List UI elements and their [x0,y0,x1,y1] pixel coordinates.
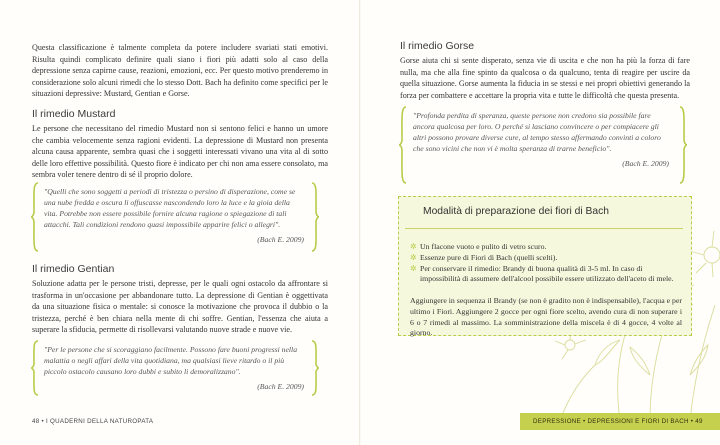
quote-brace-right [310,182,320,252]
box-divider [405,228,683,229]
bullet-star-icon: ✲ [410,252,417,262]
list-item-text: Per conservare il rimedio: Brandy di buona qualità di 3-5 ml. In caso di impossibilità di assumere dell'alcool possibile essere utilizzato dell'aceto di mele. [420,263,674,284]
quote-brace-left [30,182,40,252]
list-item [410,264,682,286]
mustard-quote-text: "Quelli che sono soggetti a periodi di tristezza o persino di disperazione, come se una nube fredda e oscura li offuscasse nascondendo loro la luce e la gioia della vita. Potrebbe non essere possibile fornire alcuna ragione o spiegazione di tali attacchi. Tali condizioni rendono quasi impossibile apparire felici o allegri". [44,187,296,229]
right-footer: DEPRESSIONE • DEPRESSIONI E FIORI DI BACH • 49 [533,418,703,425]
quote-brace-left [398,106,408,184]
quote-brace-right [678,106,688,184]
gorse-quote [413,110,669,169]
box-paragraph: Aggiungere in sequenza il Brandy (se non è gradito non è indispensabile), l'acqua e per ultimo i Fiori. Aggiungere 2 gocce per ogni fiore scelto, avendo cura di non superare i 6 o 7 rimedi al massimo. La somministrazione della miscela è di 4 gocce, 4 volte al giorno. [410,296,682,338]
intro-paragraph: Questa classificazione è talmente completa da potere includere svariati stati emotivi. Risulta quindi complicato definire quali siano i fiori più adatti solo al caso della depressione senza capirne cause, reazioni, emozioni, ecc. Per questo motivo prenderemo in considerazione solo alcuni rimedi che lo stesso Dott. Bach ha definito come specifici per le situazioni depressive: Mustard, Gentian e Gorse. [32,43,328,99]
quote-brace-left [30,340,40,396]
gorse-heading: Il rimedio Gorse [400,40,475,52]
gorse-paragraph: Gorse aiuta chi si sente disperato, senza vie di uscita e che non ha più la forza di fare nulla, ma che alla fine spinto da qualcosa o da qualcuno, tenta di reagire per uscire da quella situazione. Gorse aumenta la fiducia in se stessi e nei propri obiettivi generando la forza per combattere e accettare la propria vita e tutte le difficoltà che questa presenta. [400,56,690,100]
list-item [410,253,682,264]
preparation-list [410,242,682,285]
gentian-paragraph: Soluzione adatta per le persone tristi, depresse, per le quali ogni ostacolo da affrontare si trasforma in un'occasione per abbandonare tutto. La depressione di Gentian è oggettivata da una situazione fisica o mentale: si conosce la motivazione che provoca il dubbio o la tristezza, perché è ben chiara nella mente di chi soffre. Gentian, l'essenza che aiuta a superare la sfiducia, permette di risollevarsi valutando nuove strade e nuove vie. [32,279,328,335]
box-title: Modalità di preparazione dei fiori di Bach [423,206,610,217]
gorse-quote-text: "Profonda perdita di speranza, queste persone non credono sia possibile fare ancora qualcosa per loro. O perché si lasciano convincere o per compiacere gli altri possono provare diverse cure, al tempo stesso affermando convinti a coloro che sono vicini che non vi è molta speranza di trarne beneficio". [413,111,661,153]
bullet-star-icon: ✲ [410,242,417,251]
list-item-text: Essenze pure di Fiori di Bach (quelli scelti). [420,252,558,262]
mustard-quote [44,186,304,245]
quote-brace-right [310,340,320,396]
bullet-star-icon: ✲ [410,263,417,273]
mustard-heading: Il rimedio Mustard [32,108,116,120]
left-footer: 48 • I QUADERNI DELLA NATUROPATA [32,418,154,425]
gorse-quote-source: (Bach E. 2009) [622,159,669,168]
mustard-quote-source: (Bach E. 2009) [257,235,304,244]
gentian-heading: Il rimedio Gentian [32,263,115,275]
list-item-text: Un flacone vuoto e pulito di vetro scuro. [420,242,547,251]
page-gutter [359,0,361,445]
gentian-quote [44,344,304,392]
gentian-quote-text: "Per le persone che si scoraggiano facilmente. Possono fare buoni progressi nella malattia o negli affari della vita quotidiana, ma qualsiasi lieve ritardo o il più piccolo ostacolo causano loro dubbi e subito li demoralizzano". [44,345,298,376]
mustard-paragraph: Le persone che necessitano del rimedio Mustard non si sentono felici e hanno un umore che cambia velocemente senza ragioni evidenti. La depressione di Mustard non presenta alcuna causa apparente, sembra quasi che i soggetti interessati vivano una vita al di sotto delle loro effettive possibilità. Questo fiore è indicato per chi non ama essere consolato, ma sembra voler tenere dentro di sé il proprio dolore. [32,124,328,180]
list-item [410,242,682,253]
gentian-quote-source: (Bach E. 2009) [257,382,304,391]
